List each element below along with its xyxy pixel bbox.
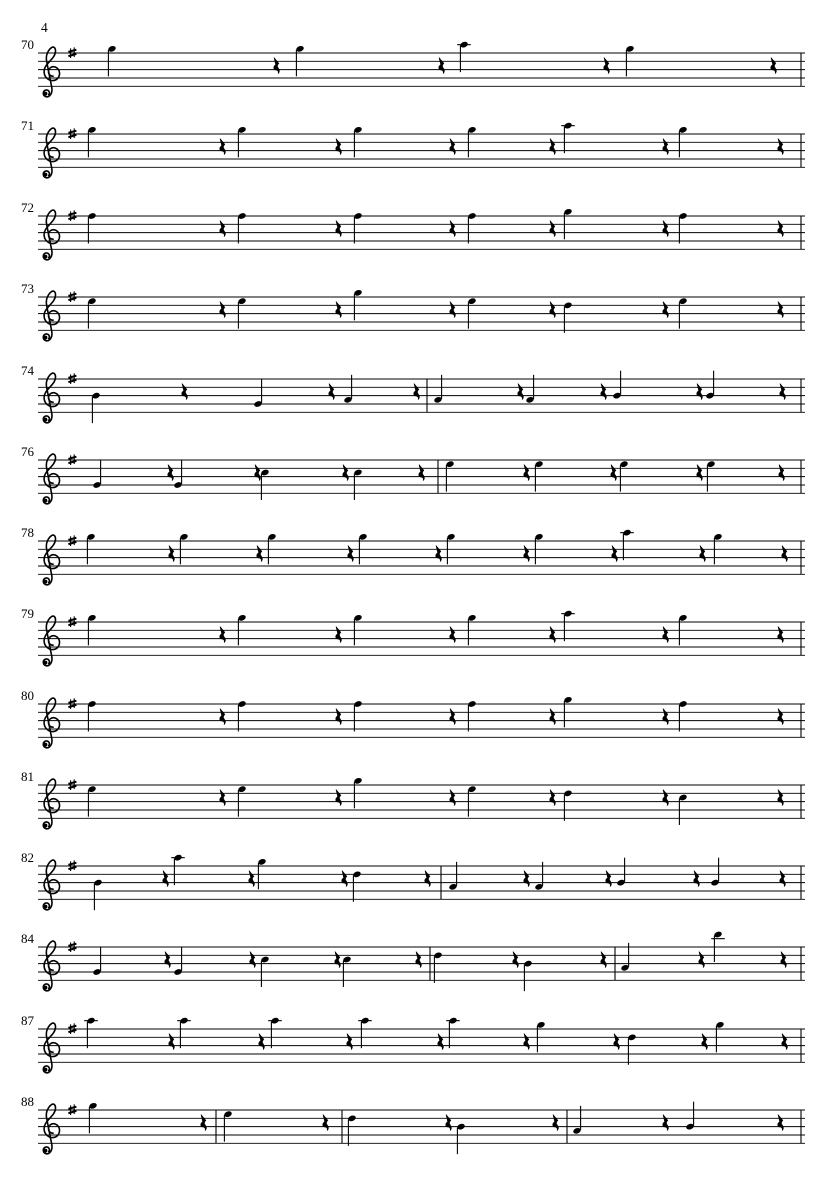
staff-svg	[0, 23, 835, 103]
note-D5	[627, 1033, 636, 1064]
note-G4	[253, 379, 262, 408]
staff-svg	[0, 1080, 835, 1160]
quarter-rest	[663, 627, 669, 643]
note-G5	[467, 614, 476, 645]
quarter-rest	[220, 221, 226, 237]
quarter-rest	[611, 465, 617, 481]
quarter-rest	[220, 709, 226, 725]
quarter-rest	[781, 952, 787, 968]
quarter-rest	[601, 952, 607, 968]
quarter-rest	[778, 302, 784, 318]
staff-system	[0, 755, 835, 835]
quarter-rest	[663, 221, 669, 237]
note-E5	[237, 297, 246, 328]
quarter-rest	[524, 546, 530, 562]
treble-clef-icon	[43, 941, 59, 991]
quarter-rest	[336, 139, 342, 155]
treble-clef-icon	[43, 47, 59, 97]
quarter-rest	[323, 1115, 329, 1131]
quarter-rest	[779, 465, 785, 481]
quarter-rest	[778, 1115, 784, 1131]
note-E5	[706, 460, 715, 491]
treble-clef-icon	[43, 210, 59, 260]
measure-number: 84	[21, 931, 34, 946]
quarter-rest	[518, 384, 524, 400]
quarter-rest	[416, 952, 422, 968]
note-G5	[678, 126, 687, 157]
quarter-rest	[348, 546, 354, 562]
note-F5	[237, 700, 246, 731]
quarter-rest	[436, 546, 442, 562]
staff-svg	[0, 674, 835, 754]
quarter-rest	[336, 302, 342, 318]
staff-svg	[0, 186, 835, 266]
note-B4	[710, 858, 719, 887]
quarter-rest	[220, 790, 226, 806]
note-D5	[563, 301, 572, 332]
treble-clef-icon	[43, 373, 59, 423]
staff-system	[0, 186, 835, 266]
note-A5	[171, 854, 185, 885]
staff-svg	[0, 999, 835, 1079]
staff-system	[0, 511, 835, 591]
quarter-rest	[771, 58, 777, 74]
note-E5	[237, 785, 246, 816]
quarter-rest	[257, 546, 263, 562]
quarter-rest	[524, 465, 530, 481]
treble-clef-icon	[43, 291, 59, 341]
note-G5	[625, 45, 634, 76]
note-G5	[87, 614, 96, 645]
measure-number: 79	[21, 606, 34, 621]
note-F5	[87, 700, 96, 731]
note-G5	[295, 45, 304, 76]
quarter-rest	[249, 871, 255, 887]
note-E5	[87, 297, 96, 328]
page-number: 4	[41, 20, 48, 35]
quarter-rest	[778, 627, 784, 643]
quarter-rest	[782, 546, 788, 562]
staff-svg	[0, 349, 835, 429]
measure-number: 82	[21, 850, 34, 865]
staff-svg	[0, 430, 835, 510]
note-E5	[678, 297, 687, 328]
quarter-rest	[220, 139, 226, 155]
quarter-rest	[450, 139, 456, 155]
note-B4	[93, 879, 102, 910]
staff-system	[0, 23, 835, 103]
note-B4	[616, 858, 625, 887]
quarter-rest	[259, 1034, 265, 1050]
staff-system	[0, 104, 835, 184]
quarter-rest	[612, 546, 618, 562]
quarter-rest	[778, 221, 784, 237]
quarter-rest	[663, 139, 669, 155]
measure-number: 73	[21, 281, 34, 296]
note-F5	[87, 212, 96, 243]
note-G5	[179, 533, 188, 564]
quarter-rest	[201, 1115, 207, 1131]
quarter-rest	[255, 465, 261, 481]
quarter-rest	[780, 384, 786, 400]
note-E5	[467, 785, 476, 816]
note-B4	[612, 371, 621, 400]
quarter-rest	[550, 302, 556, 318]
measure-number: 76	[21, 444, 34, 459]
note-B4	[705, 371, 714, 400]
quarter-rest	[220, 627, 226, 643]
note-A5	[84, 1017, 98, 1048]
note-F5	[353, 700, 362, 731]
treble-clef-icon	[43, 860, 59, 910]
note-B4	[456, 1123, 465, 1154]
quarter-rest	[663, 790, 669, 806]
quarter-rest	[663, 302, 669, 318]
treble-clef-icon	[43, 779, 59, 829]
quarter-rest	[697, 465, 703, 481]
staff-svg	[0, 511, 835, 591]
note-D5	[347, 1114, 356, 1145]
treble-clef-icon	[43, 1104, 59, 1154]
note-A5	[446, 1017, 460, 1048]
note-F5	[678, 700, 687, 731]
quarter-rest	[663, 1115, 669, 1131]
quarter-rest	[335, 952, 341, 968]
measure-number: 74	[21, 363, 34, 378]
note-G5	[353, 289, 362, 320]
quarter-rest	[438, 1034, 444, 1050]
quarter-rest	[778, 790, 784, 806]
quarter-rest	[550, 139, 556, 155]
note-C5	[353, 469, 362, 500]
note-A5	[561, 122, 575, 153]
quarter-rest	[220, 302, 226, 318]
quarter-rest	[782, 1034, 788, 1050]
note-G5	[353, 126, 362, 157]
quarter-rest	[553, 1115, 559, 1131]
note-G5	[563, 208, 572, 239]
quarter-rest	[165, 952, 171, 968]
quarter-rest	[550, 221, 556, 237]
quarter-rest	[336, 790, 342, 806]
measure-number: 71	[21, 118, 34, 133]
quarter-rest	[524, 1034, 530, 1050]
quarter-rest	[702, 1034, 708, 1050]
quarter-rest	[169, 1034, 175, 1050]
note-G4	[92, 460, 101, 489]
measure-number: 81	[21, 769, 34, 784]
quarter-rest	[250, 952, 256, 968]
note-G5	[87, 126, 96, 157]
note-G5	[563, 696, 572, 727]
note-B4	[523, 960, 532, 991]
treble-clef-icon	[43, 535, 59, 585]
quarter-rest	[336, 221, 342, 237]
note-E5	[223, 1110, 232, 1141]
quarter-rest	[550, 790, 556, 806]
quarter-rest	[274, 58, 280, 74]
note-G5	[88, 1102, 97, 1133]
note-G5	[237, 614, 246, 645]
note-D5	[352, 870, 361, 901]
note-A5	[457, 41, 471, 72]
note-G5	[534, 533, 543, 564]
quarter-rest	[778, 139, 784, 155]
quarter-rest	[329, 384, 335, 400]
note-A5	[177, 1017, 191, 1048]
quarter-rest	[614, 1034, 620, 1050]
note-G4	[173, 460, 182, 489]
treble-clef-icon	[43, 128, 59, 178]
staff-svg	[0, 836, 835, 916]
staff-svg	[0, 267, 835, 347]
quarter-rest	[168, 465, 174, 481]
measure-number: 72	[21, 200, 34, 215]
treble-clef-icon	[43, 616, 59, 666]
note-C5	[678, 794, 687, 825]
quarter-rest	[450, 627, 456, 643]
note-G5	[446, 533, 455, 564]
quarter-rest	[694, 871, 700, 887]
quarter-rest	[336, 627, 342, 643]
note-E5	[87, 785, 96, 816]
note-A5	[620, 529, 634, 560]
note-G5	[267, 533, 276, 564]
note-C5	[260, 956, 269, 987]
staff-svg	[0, 592, 835, 672]
note-G5	[713, 533, 722, 564]
note-A5	[358, 1017, 372, 1048]
note-G5	[536, 1021, 545, 1052]
note-E5	[467, 297, 476, 328]
note-F5	[467, 212, 476, 243]
note-A5	[268, 1017, 282, 1048]
note-G5	[257, 858, 266, 889]
measure-number: 70	[21, 37, 34, 52]
quarter-rest	[342, 871, 348, 887]
note-G5	[358, 533, 367, 564]
note-G5	[678, 614, 687, 645]
quarter-rest	[169, 546, 175, 562]
staff-system	[0, 999, 835, 1079]
measure-number: 88	[21, 1094, 34, 1109]
staff-system	[0, 430, 835, 510]
staff-svg	[0, 755, 835, 835]
quarter-rest	[414, 384, 420, 400]
quarter-rest	[446, 1115, 452, 1131]
quarter-rest	[699, 952, 705, 968]
staff-system	[0, 592, 835, 672]
note-G4	[92, 947, 101, 976]
quarter-rest	[450, 221, 456, 237]
quarter-rest	[700, 546, 706, 562]
note-G5	[107, 45, 116, 76]
quarter-rest	[601, 384, 607, 400]
note-G5	[467, 126, 476, 157]
quarter-rest	[450, 790, 456, 806]
note-D5	[563, 789, 572, 820]
quarter-rest	[419, 465, 425, 481]
note-G5	[237, 126, 246, 157]
quarter-rest	[524, 871, 530, 887]
quarter-rest	[550, 627, 556, 643]
quarter-rest	[697, 384, 703, 400]
staff-system	[0, 1080, 835, 1160]
quarter-rest	[778, 709, 784, 725]
note-F5	[467, 700, 476, 731]
quarter-rest	[663, 709, 669, 725]
quarter-rest	[336, 709, 342, 725]
treble-clef-icon	[43, 1023, 59, 1073]
quarter-rest	[425, 871, 431, 887]
quarter-rest	[182, 384, 188, 400]
note-D5	[433, 951, 442, 982]
note-E5	[534, 460, 543, 491]
staff-svg	[0, 104, 835, 184]
quarter-rest	[604, 58, 610, 74]
note-B4	[685, 1102, 694, 1131]
note-E5	[445, 460, 454, 491]
note-G5	[353, 777, 362, 808]
note-G5	[715, 1021, 724, 1052]
quarter-rest	[780, 871, 786, 887]
quarter-rest	[450, 709, 456, 725]
quarter-rest	[439, 58, 445, 74]
note-G4	[173, 947, 182, 976]
note-B5	[711, 931, 725, 962]
note-E5	[619, 460, 628, 491]
measure-number: 87	[21, 1013, 34, 1028]
note-G5	[86, 533, 95, 564]
measure-number: 80	[21, 688, 34, 703]
quarter-rest	[513, 952, 519, 968]
quarter-rest	[343, 465, 349, 481]
quarter-rest	[163, 871, 169, 887]
note-G5	[353, 614, 362, 645]
measure-number: 78	[21, 525, 34, 540]
note-F5	[678, 212, 687, 243]
staff-system	[0, 674, 835, 754]
staff-system	[0, 349, 835, 429]
note-F5	[353, 212, 362, 243]
note-F5	[237, 212, 246, 243]
quarter-rest	[347, 1034, 353, 1050]
treble-clef-icon	[43, 698, 59, 748]
note-B4	[91, 392, 100, 423]
note-A5	[561, 610, 575, 641]
staff-system	[0, 836, 835, 916]
note-C5	[260, 469, 269, 500]
staff-svg	[0, 917, 835, 997]
quarter-rest	[550, 709, 556, 725]
note-C5	[342, 956, 351, 987]
staff-system	[0, 267, 835, 347]
treble-clef-icon	[43, 454, 59, 504]
staff-system	[0, 917, 835, 997]
quarter-rest	[606, 871, 612, 887]
quarter-rest	[450, 302, 456, 318]
